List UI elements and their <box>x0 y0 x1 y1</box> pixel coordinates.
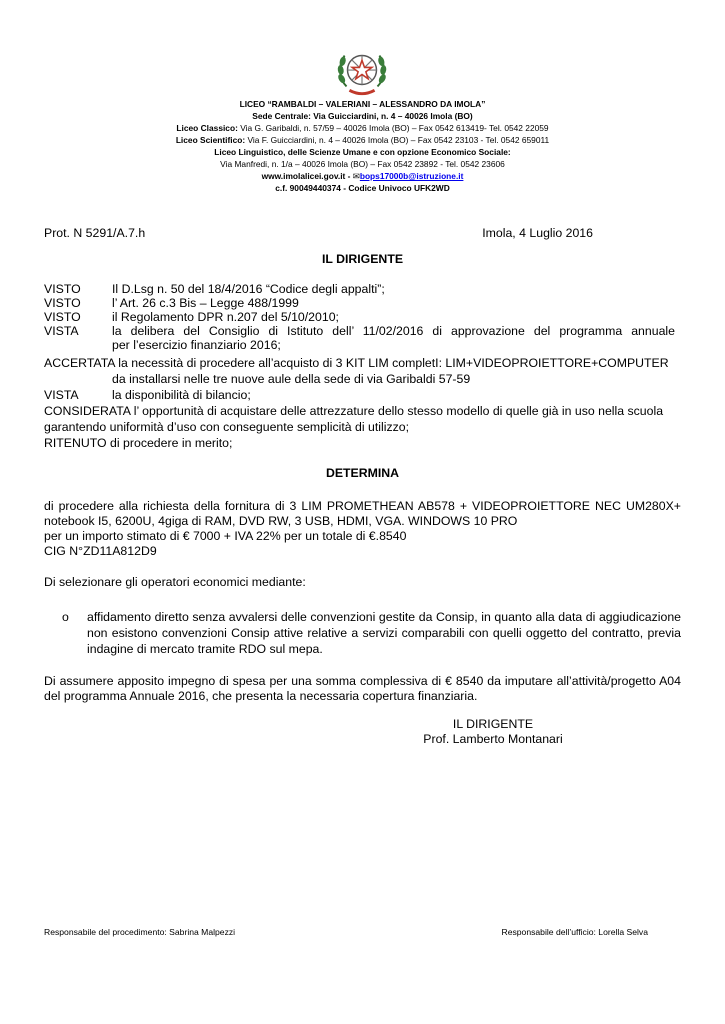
footer-responsible-office: Responsabile dell’ufficio: Lorella Selva <box>501 927 648 937</box>
liceo-classico-line <box>60 123 665 135</box>
determina-line: di procedere alla richiesta della fornitura di 3 LIM PROMETHEAN AB578 + VIDEOPROIETTORE NEC UM280X+ <box>44 499 681 513</box>
accertata-label: ACCERTATA <box>44 356 115 370</box>
accertata-line <box>44 355 669 371</box>
premise-label: VISTA <box>44 324 79 338</box>
heading-determina: DETERMINA <box>325 466 400 480</box>
considerata-line-2: garantendo uniformità d’uso con conseguente semplicità di utilizzo; <box>44 420 410 434</box>
selection-intro: Di selezionare gli operatori economici mediante: <box>44 575 306 589</box>
premise-text: Il D.Lsg n. 50 del 18/4/2016 “Codice degli appalti”; <box>112 282 385 296</box>
signature-name: Prof. Lamberto Montanari <box>423 732 563 746</box>
vista-label: VISTA <box>44 388 79 402</box>
premises-list <box>0 281 725 352</box>
protocol-number: Prot. N 5291/A.7.h <box>44 226 146 240</box>
bullet-line: non esistono convenzioni Consip attive relative a servizi comparabili con quelli oggetto del contratto, previa <box>87 626 681 640</box>
bullet-line: affidamento diretto senza avvalersi delle convenzioni gestite da Consip, in quanto alla data di aggiudicazione <box>87 610 681 624</box>
liceo-classico-address: Via G. Garibaldi, n. 57/59 – 40026 Imola (BO) – Fax 0542 613419- Tel. 0542 22059 <box>237 123 549 133</box>
contact-line <box>60 171 665 183</box>
premise-text-continuation: per l’esercizio finanziario 2016; <box>112 338 281 352</box>
commitment-line: del programma Annuale 2016, che presenta la necessaria copertura finanziaria. <box>44 689 478 703</box>
vista-text: la disponibilità di bilancio; <box>112 388 251 402</box>
bullet-marker-icon: o <box>62 610 69 624</box>
accertata-continuation: da installarsi nelle tre nuove aule della sede di via Garibaldi 57-59 <box>112 372 471 386</box>
premise-text: il Regolamento DPR n.207 del 5/10/2010; <box>112 310 339 324</box>
liceo-linguistico-title: Liceo Linguistico, delle Scienze Umane e con opzione Economico Sociale: <box>214 147 511 157</box>
considerata-line-1: CONSIDERATA l’ opportunità di acquistare delle attrezzature dello stesso modello di quelle già in uso nella scuola <box>44 404 664 418</box>
website-link[interactable]: www.imolalicei.gov.it - <box>261 171 351 181</box>
liceo-scientifico-label: Liceo Scientifico: <box>175 135 246 145</box>
premise-label: VISTO <box>44 310 81 324</box>
email-icon: ✉ <box>352 171 360 181</box>
premise-label: VISTO <box>44 296 81 310</box>
signature-title: IL DIRIGENTE <box>452 717 534 731</box>
liceo-scientifico-address: Via F. Guicciardini, n. 4 – 40026 Imola (BO) – Fax 0542 23103 - Tel. 0542 659011 <box>245 135 550 145</box>
commitment-line: Di assumere apposito impegno di spesa per una somma complessiva di € 8540 da imputare all’attività/progetto A04 <box>44 674 681 688</box>
heading-il-dirigente: IL DIRIGENTE <box>321 252 404 266</box>
premise-text: la delibera del Consiglio di Istituto dell’ 11/02/2016 di approvazione del programma annuale <box>112 324 675 338</box>
premise-label: VISTO <box>44 282 81 296</box>
tax-code: c.f. 90049440374 - Codice Univoco UFK2WD <box>275 183 450 193</box>
place-date: Imola, 4 Luglio 2016 <box>482 226 593 240</box>
determina-line: notebook I5, 6200U, 4giga di RAM, DVD RW, 3 USB, HDMI, VGA. WINDOWS 10 PRO <box>44 514 518 528</box>
liceo-classico-label: Liceo Classico: <box>176 123 238 133</box>
bullet-line: indagine di mercato tramite RDO sul mepa. <box>87 642 323 656</box>
italian-republic-emblem-icon <box>333 42 391 100</box>
liceo-linguistico-address: Via Manfredi, n. 1/a – 40026 Imola (BO) – Fax 0542 23892 - Tel. 0542 23606 <box>220 159 505 169</box>
premise-text: l’ Art. 26 c.3 Bis – Legge 488/1999 <box>112 296 299 310</box>
ritenuto-line <box>44 435 232 451</box>
accertata-text: la necessità di procedere all’acquisto di 3 KIT LIM completI: LIM+VIDEOPROIETTORE+COMPUTER <box>114 356 669 370</box>
ritenuto-label: RITENUTO <box>44 436 107 450</box>
cig-code: CIG N°ZD11A812D9 <box>44 544 157 558</box>
email-link[interactable]: bops17000b@istruzione.it <box>359 171 464 181</box>
ritenuto-text: di procedere in merito; <box>106 436 233 450</box>
footer-responsible-procedure: Responsabile del procedimento: Sabrina Malpezzi <box>44 927 236 937</box>
liceo-scientifico-line <box>60 135 665 147</box>
school-name: LICEO “RAMBALDI – VALERIANI – ALESSANDRO DA IMOLA” <box>239 99 486 109</box>
determina-line: per un importo stimato di € 7000 + IVA 22% per un totale di €.8540 <box>44 529 407 543</box>
main-office-address: Sede Centrale: Via Guicciardini, n. 4 – 40026 Imola (BO) <box>252 111 473 121</box>
